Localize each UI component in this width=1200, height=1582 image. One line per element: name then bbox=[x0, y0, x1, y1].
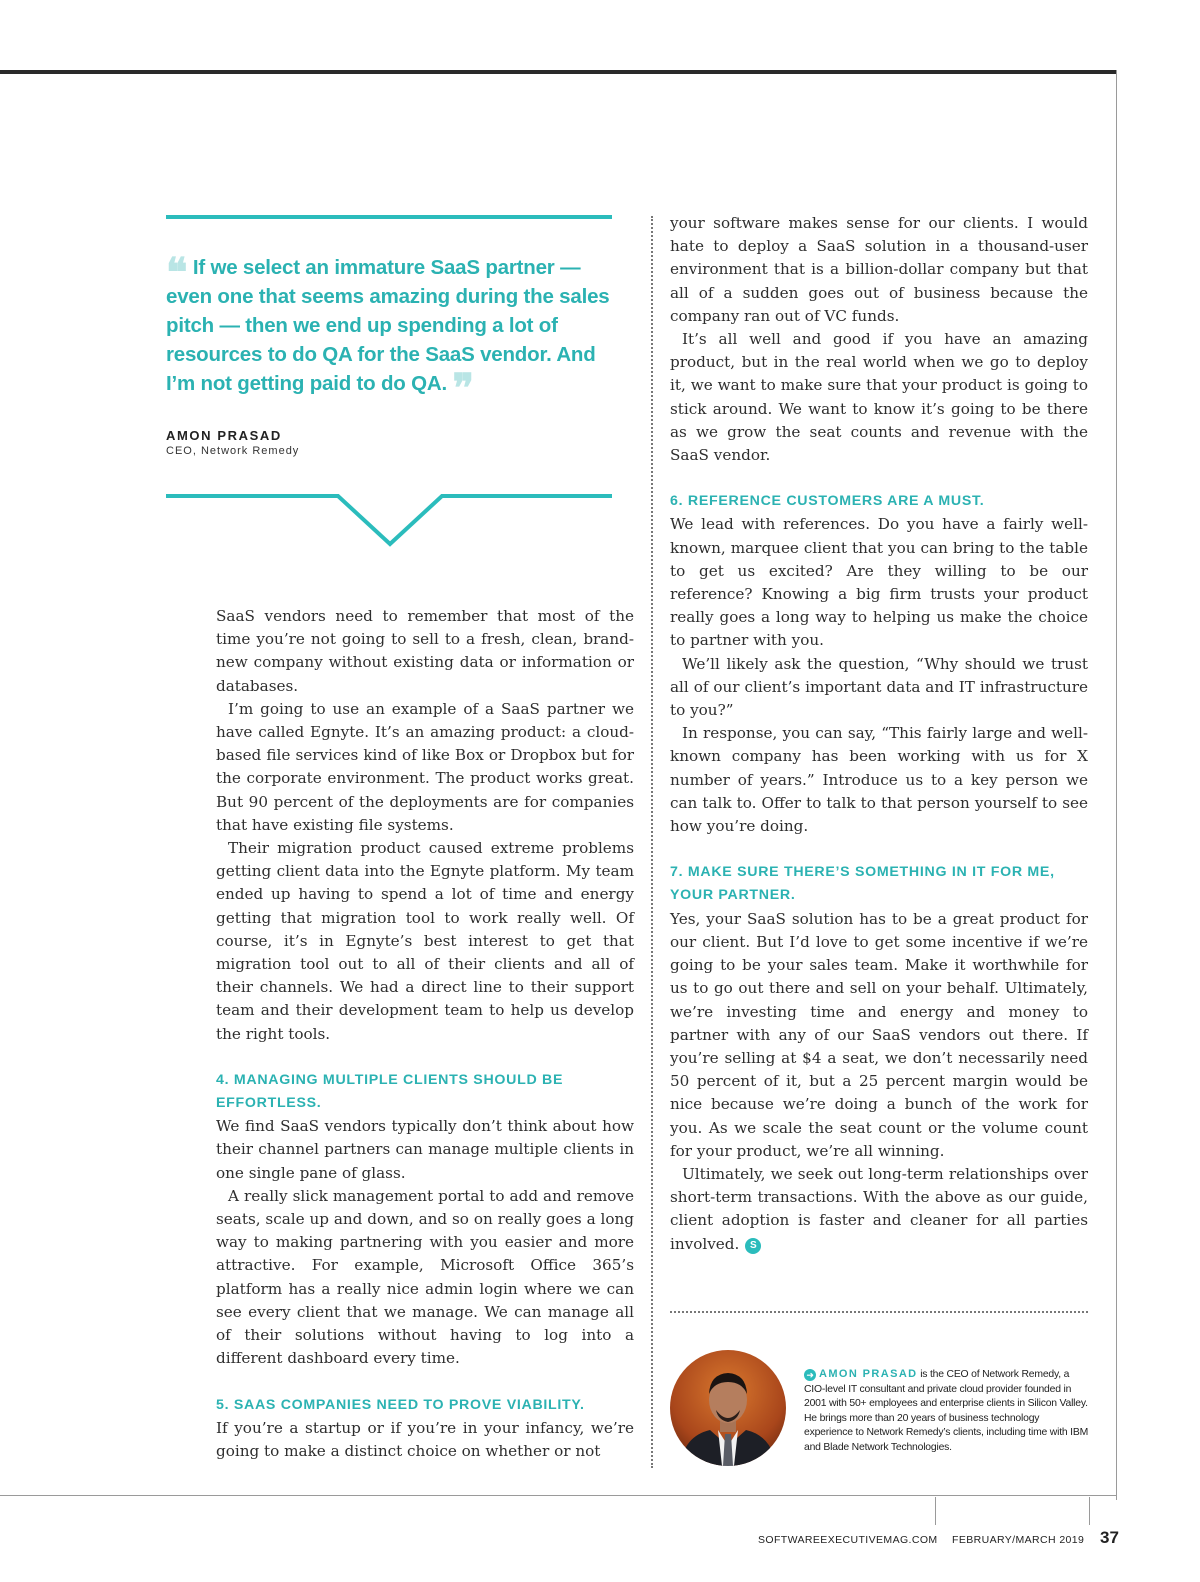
footer-website: SOFTWAREEXECUTIVEMAG.COM bbox=[758, 1534, 938, 1546]
footer-separator bbox=[935, 1497, 936, 1525]
bio-text: is the CEO of Network Remedy, a CIO-level IT consultant and private cloud provider founded in 2001 with 50+ employees and enterprise clients in Silicon Valley. He brings more than 20 years of business technology experience to Network Remedy’s clients, including time with IBM and Blade Network Technologies. bbox=[804, 1369, 1089, 1453]
paragraph: SaaS vendors need to remember that most of the time you’re not going to sell to a fresh, clean, brand-new company without existing data or information or databases. bbox=[216, 607, 634, 695]
section-heading-5: 5. SAAS COMPANIES NEED TO PROVE VIABILITY. bbox=[216, 1396, 585, 1413]
section-heading-6: 6. REFERENCE CUSTOMERS ARE A MUST. bbox=[670, 493, 985, 510]
pullquote-top-rule bbox=[166, 215, 612, 219]
pullquote-attribution-role: CEO, Network Remedy bbox=[166, 445, 300, 457]
paragraph: I’m going to use an example of a SaaS partner we have called Egnyte. It’s an amazing product: a cloud-based file services kind of like Box or Dropbox but for the corporate environment. The product works great. But 90 percent of the deployments are for companies that have existing file systems. bbox=[216, 699, 634, 834]
paragraph: We’ll likely ask the question, “Why should we trust all of our client’s important data and IT infrastructure to you?” bbox=[670, 654, 1088, 720]
paragraph: If you’re a startup or if you’re in your infancy, we’re going to make a distinct choice on whether or not bbox=[216, 1418, 634, 1460]
article-right-column bbox=[670, 212, 1088, 1256]
author-bio bbox=[804, 1367, 1090, 1456]
author-photo bbox=[670, 1350, 786, 1466]
paragraph: Yes, your SaaS solution has to be a great product for our client. But I’d love to get some incentive if we’re going to be your sales team. Make it worthwhile for us to go out there and sell on your behalf. Ultimately, we’re investing time and energy and money to partner with any of our SaaS vendors out there. If you’re selling at $4 a seat, we don’t necessarily need 50 percent of it, but a 25 percent margin would be nice because we’re doing a bunch of the work for you. As we scale the seat count or the volume count for your product, we’re all winning. bbox=[670, 909, 1088, 1160]
footer-separator bbox=[1089, 1497, 1090, 1525]
pullquote-text: If we select an immature SaaS partner — even one that seems amazing during the sales pitch — then we end up spending a lot of resources to do QA for the SaaS vendor. And I’m not getting paid to do QA. bbox=[166, 256, 610, 395]
paragraph: your software makes sense for our clients. I would hate to deploy a SaaS solution in a thousand-user environment that is a billion-dollar company but that all of a sudden goes out of business because the company ran out of VC funds. bbox=[670, 214, 1088, 325]
pullquote-attribution-name: AMON PRASAD bbox=[166, 428, 282, 443]
right-margin-rule bbox=[1116, 70, 1117, 1500]
paragraph bbox=[670, 1163, 1088, 1256]
paragraph: A really slick management portal to add and remove seats, scale up and down, and so on really goes a long way to making partnering with you easier and more attractive. For example, Microsoft Office 365’s platform has a really nice admin login where we can see every client that we manage. We can manage all of their solutions without having to log into a different dashboard every time. bbox=[216, 1186, 634, 1368]
top-rule bbox=[0, 70, 1117, 74]
column-divider bbox=[651, 216, 653, 1468]
paragraph: It’s all well and good if you have an amazing product, but in the real world when we go to deploy it, we want to make sure that your product is going to stick around. We want to know it’s going to be there as we grow the seat counts and revenue with the SaaS vendor. bbox=[670, 330, 1088, 465]
footer-rule bbox=[0, 1495, 1117, 1496]
section-heading-7: 7. MAKE SURE THERE’S SOMETHING IN IT FOR ME, YOUR PARTNER. bbox=[670, 864, 1055, 904]
paragraph: Their migration product caused extreme problems getting client data into the Egnyte platform. My team ended up having to spend a lot of time and energy getting that migration tool to work really well. Of course, it’s in Egnyte’s best interest to get that migration tool out to all of their clients and all of their channels. We had a direct line to their support team and their development team to help us develop the right tools. bbox=[216, 839, 634, 1043]
close-quote-icon: ❞ bbox=[452, 365, 474, 412]
page-number: 37 bbox=[1100, 1528, 1119, 1547]
bio-dotted-rule bbox=[670, 1311, 1088, 1313]
section-heading-4: 4. MANAGING MULTIPLE CLIENTS SHOULD BE EFFORTLESS. bbox=[216, 1071, 564, 1112]
closing-paragraph-text: Ultimately, we seek out long-term relationships over short-term transactions. With the above as our guide, client adoption is faster and cleaner for all parties involved. bbox=[670, 1164, 1088, 1253]
arrow-right-icon: ➜ bbox=[804, 1369, 816, 1381]
footer-issue-date: FEBRUARY/MARCH 2019 bbox=[952, 1534, 1085, 1546]
paragraph: In response, you can say, “This fairly large and well-known company has been working with us for X number of years.” Introduce us to a key person we can talk to. Offer to talk to that person yourself to see how you’re doing. bbox=[670, 724, 1088, 836]
pullquote bbox=[166, 249, 616, 412]
article-left-column bbox=[216, 605, 634, 1463]
pullquote-chevron-rule bbox=[166, 488, 616, 552]
end-of-article-icon: S bbox=[745, 1238, 761, 1254]
paragraph: We find SaaS vendors typically don’t think about how their channel partners can manage multiple clients in one single pane of glass. bbox=[216, 1117, 634, 1182]
bio-author-name: AMON PRASAD bbox=[819, 1368, 918, 1380]
open-quote-icon: ❝ bbox=[166, 249, 188, 296]
paragraph: We lead with references. Do you have a fairly well-known, marquee client that you can bring to the table to get us excited? Are they willing to be our reference? Knowing a big firm trusts your product really goes a long way to helping us make the choice to partner with you. bbox=[670, 515, 1088, 650]
